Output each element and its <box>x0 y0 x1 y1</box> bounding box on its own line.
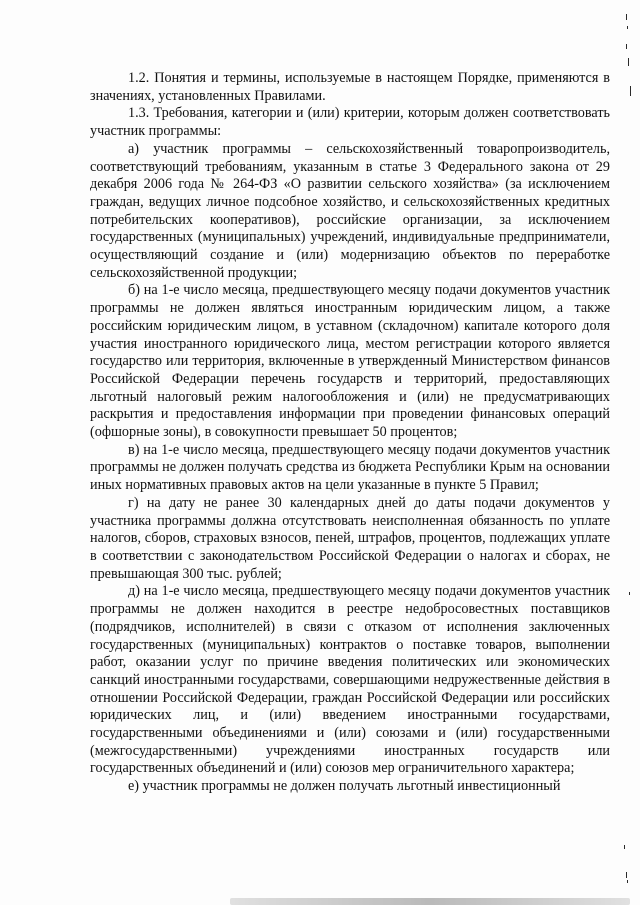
scan-artifact <box>630 86 631 96</box>
scan-artifact <box>627 26 628 29</box>
paragraph-item-e: е) участник программы не должен получать льготный инвестиционный <box>128 778 561 795</box>
scan-artifact <box>628 58 629 66</box>
paragraph-1-2: 1.2. Понятия и термины, используемые в настоящем Порядке, применяются в значениях, установленных Правилами. <box>90 70 610 104</box>
paragraph-1-3: 1.3. Требования, категории и (или) критерии, которым должен соответствовать участник программы: <box>90 105 610 140</box>
scan-artifact <box>624 845 625 849</box>
next-page-bleed-through <box>230 898 630 905</box>
paragraph-item-g: г) на дату не ранее 30 календарных дней до даты подачи документов у участника программы должна отсутствовать неисполненная обязанность по уплате налогов, сборов, страховых взносов, пеней, штрафов, процентов, подлежащих уплате в соответствии с законодательством Российской Федерации о налогах и сборах, не превышающая 300 тыс. рублей; <box>90 494 610 582</box>
scan-artifact <box>627 880 628 883</box>
paragraph-item-a: а) участник программы – сельскохозяйственный товаропроизводитель, соответствующий требованиям, указанным в статье 3 Федерального закона от 29 декабря 2006 года № 264-ФЗ «О развитии сельского хозяйства» (за исключением граждан, ведущих личное подсобное хозяйство, и сельскохозяйственных кредитных потребительских кооперативов), российские организации, за исключением государственных (муниципальных) учреждений, индивидуальные предприниматели, осуществляющий создание и (или) модернизацию объектов по переработке сельскохозяйственной продукции; <box>90 140 610 281</box>
scan-artifact <box>626 44 627 49</box>
document-body <box>90 70 610 796</box>
scan-artifact <box>626 14 627 20</box>
paragraph-item-d: д) на 1-е число месяца, предшествующего месяцу подачи документов участник программы не должен находится в реестре недобросовестных поставщиков (подрядчиков, исполнителей) в связи с отказом от исполнения заключенных государственных (муниципальных) контрактов о поставке товаров, выполнении работ, оказании услуг по причине введения политических или экономических санкций иностранными государствами, совершающими недружественные действия в отношении Российской Федерации, граждан Российской Федерации или российских юридических лиц, и (или) введением иностранными государствами, государственными объединениями и (или) союзами и (или) государственными (межгосударственными) учреждениями иностранных государств или государственных объединений и (или) союзов мер ограничительного характера; <box>90 583 610 777</box>
scan-artifact <box>629 592 630 595</box>
scan-artifact <box>626 872 627 878</box>
paragraph-item-v: в) на 1-е число месяца, предшествующего месяцу подачи документов участник программы не должен получать средства из бюджета Республики Крым на основании иных нормативных правовых актов на цели указанные в пункте 5 Правил; <box>90 441 610 494</box>
paragraph-item-b: б) на 1-е число месяца, предшествующего месяцу подачи документов участник программы не должен являться иностранным юридическим лицом, а также российским юридическим лицом, в уставном (складочном) капитале которого доля участия иностранного юридического лица, местом регистрации которого является государство или территория, включенные в утвержденный Министерством финансов Российской Федерации перечень государств и территорий, предоставляющих льготный налоговый режим налогообложения и (или) не предусматривающих раскрытия и предоставления информации при проведении финансовых операций (офшорные зоны), в совокупности превышает 50 процентов; <box>90 282 610 441</box>
